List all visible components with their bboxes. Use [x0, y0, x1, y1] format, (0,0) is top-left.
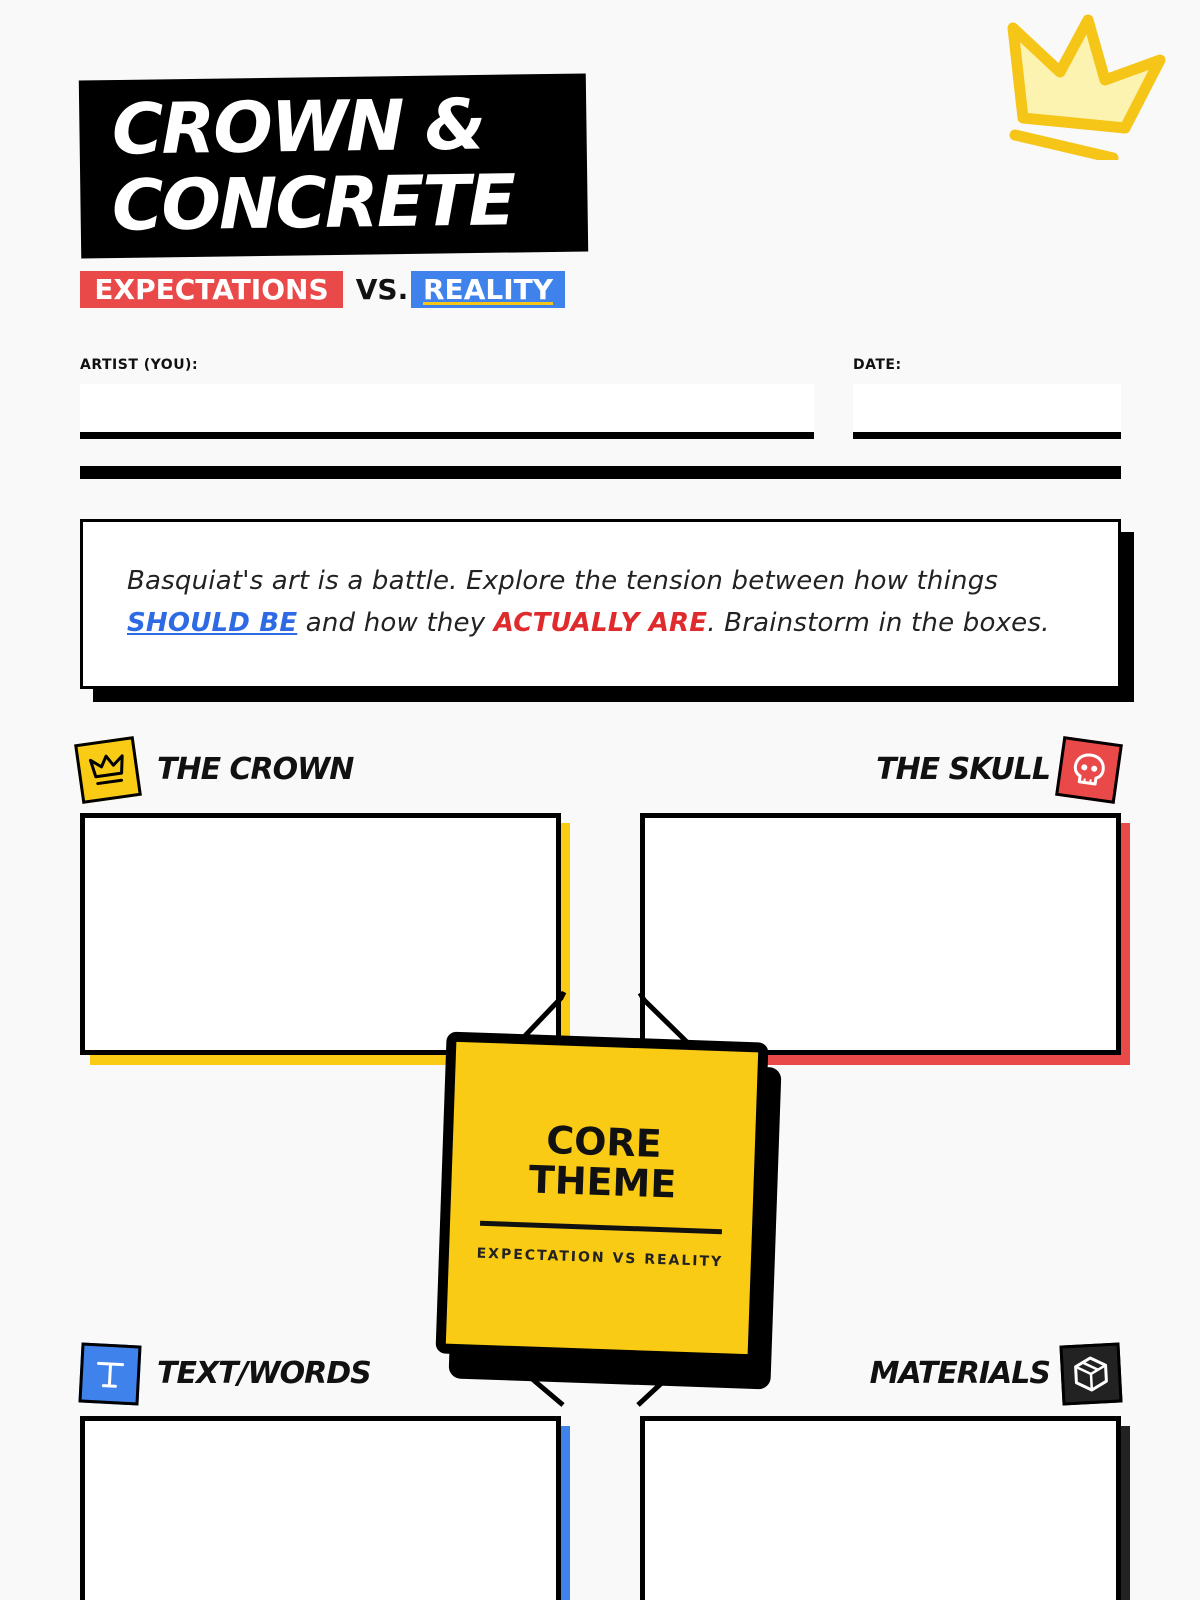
skull-brainstorm-box[interactable]: [640, 813, 1121, 1055]
artist-label: ARTIST (YOU):: [80, 357, 199, 373]
core-title-line-2: THEME: [528, 1157, 678, 1207]
crown-brainstorm-box[interactable]: [80, 813, 561, 1055]
text-t-icon: [92, 1356, 128, 1392]
crown-icon: [87, 751, 129, 790]
reality-tag: [411, 271, 565, 308]
prompt-part-3: . Brainstorm in the boxes.: [707, 608, 1050, 638]
materials-brainstorm-box[interactable]: [640, 1416, 1121, 1600]
core-theme-rule: [480, 1221, 722, 1234]
actually-are-highlight: ACTUALLY ARE: [493, 608, 708, 638]
text-section-icon: [78, 1342, 141, 1405]
prompt-part-2: and how they: [297, 608, 494, 638]
date-label: DATE:: [853, 357, 902, 373]
prompt-box: [80, 519, 1121, 689]
expectations-tag: EXPECTATIONS: [80, 271, 343, 308]
crown-section-icon: [74, 736, 142, 804]
core-theme-subtitle: EXPECTATION VS REALITY: [476, 1245, 724, 1271]
artist-input[interactable]: [80, 384, 814, 439]
skull-section-icon: [1055, 736, 1123, 804]
box-icon: [1072, 1354, 1110, 1394]
page-title-line-2: CONCRETE: [111, 159, 515, 247]
vs-label: VS.: [355, 273, 409, 306]
core-title-line-1: CORE: [545, 1118, 663, 1167]
text-section-label: TEXT/WORDS: [157, 1356, 371, 1391]
decorative-crown-icon: [1005, 10, 1175, 160]
crown-section-label: THE CROWN: [157, 752, 354, 787]
should-be-highlight: SHOULD BE: [127, 608, 298, 638]
prompt-text: [127, 560, 1074, 644]
skull-section-label: THE SKULL: [876, 752, 1050, 787]
materials-section-icon: [1059, 1342, 1122, 1405]
date-input[interactable]: [853, 384, 1121, 439]
reality-text: REALITY: [423, 273, 553, 306]
core-theme-card: [435, 1031, 768, 1364]
text-brainstorm-box[interactable]: [80, 1416, 561, 1600]
skull-icon: [1070, 750, 1109, 790]
materials-section-label: MATERIALS: [869, 1356, 1050, 1391]
core-theme-title: [451, 1117, 756, 1207]
prompt-part-1: Basquiat's art is a battle. Explore the tension between how things: [127, 566, 999, 596]
section-divider: [80, 466, 1121, 479]
page-title-line-1: CROWN &: [111, 83, 485, 171]
